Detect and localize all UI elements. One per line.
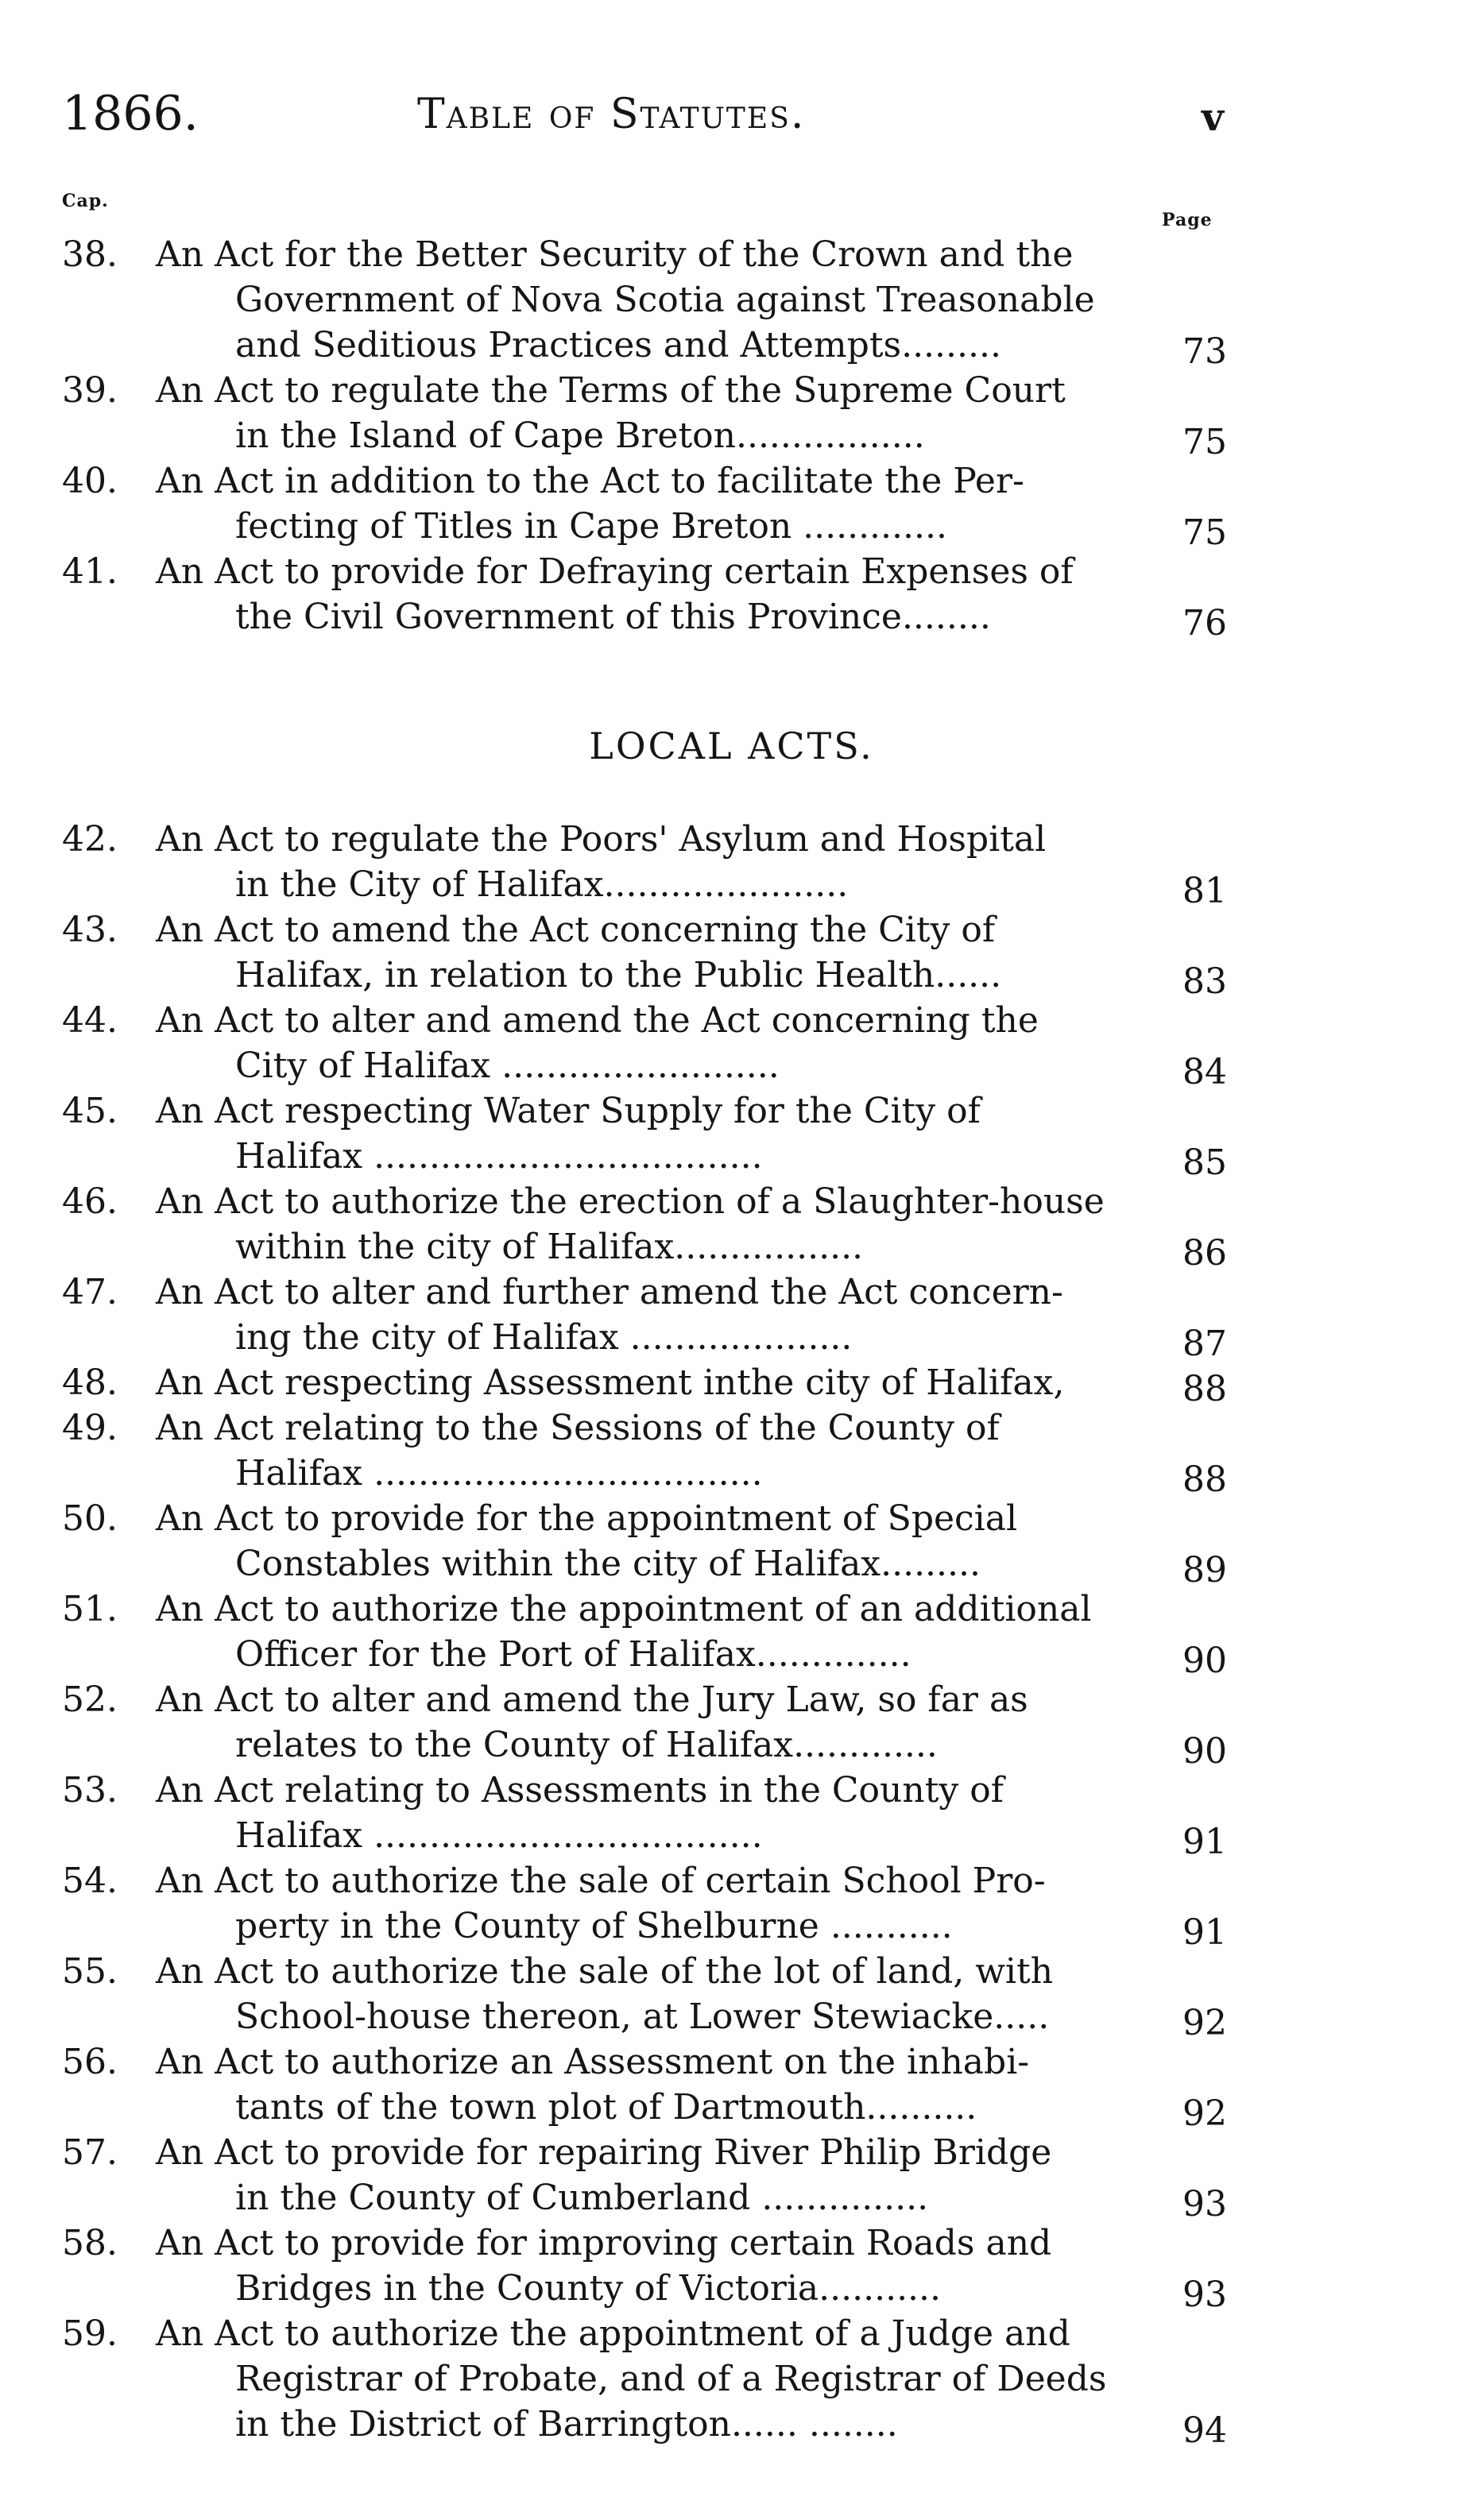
statute-entry — [0, 1360, 1463, 1409]
statute-title-line: An Act to authorize the erection of a Slaughter-house — [156, 1181, 1105, 1222]
statute-title-line: An Act to authorize the appointment of a Judge and — [156, 2313, 1070, 2354]
header-year: 1866. — [62, 86, 199, 141]
statute-title-line: An Act relating to the Sessions of the County of — [156, 1408, 1000, 1448]
chapter-number: 38. — [62, 234, 118, 275]
statute-page-number: 89 — [1182, 1550, 1227, 1590]
statute-entry — [0, 2311, 1463, 2451]
chapter-number: 39. — [62, 370, 118, 411]
statute-title-line: the Civil Government of this Province........ — [235, 597, 991, 637]
statute-page-number: 85 — [1182, 1142, 1227, 1183]
chapter-number: 57. — [62, 2132, 118, 2173]
statute-title-line: tants of the town plot of Dartmouth.......... — [235, 2087, 977, 2128]
statute-title-line: Halifax, in relation to the Public Health...... — [235, 955, 1002, 995]
page-number: v — [1202, 95, 1224, 140]
statute-page-number: 81 — [1182, 871, 1227, 911]
statute-page-number: 91 — [1182, 1822, 1227, 1862]
chapter-number: 54. — [62, 1861, 118, 1901]
statute-title-line: Registrar of Probate, and of a Registrar of Deeds — [235, 2359, 1107, 2399]
chapter-number: 47. — [62, 1272, 118, 1312]
statute-page-number: 92 — [1182, 2003, 1227, 2043]
statute-entry — [0, 907, 1463, 1002]
chapter-number: 40. — [62, 461, 118, 501]
chapter-number: 50. — [62, 1498, 118, 1539]
statute-page-number: 90 — [1182, 1641, 1227, 1681]
statute-title-line: Halifax ................................... — [235, 1136, 763, 1177]
statute-entry — [0, 1405, 1463, 1500]
statute-title-line: in the City of Halifax...................... — [235, 864, 849, 905]
statute-entry — [0, 1677, 1463, 1772]
statute-page-number: 73 — [1182, 331, 1227, 372]
column-header-cap: Cap. — [62, 191, 109, 211]
statute-page-number: 88 — [1182, 1369, 1227, 1409]
statute-entry — [0, 1768, 1463, 1862]
statute-entry — [0, 1270, 1463, 1364]
statute-title-line: An Act to provide for the appointment of Special — [156, 1498, 1018, 1539]
statute-entry — [0, 549, 1463, 644]
statute-title-line: relates to the County of Halifax............. — [235, 1725, 938, 1765]
statute-title-line: An Act to alter and amend the Jury Law, so far as — [156, 1679, 1028, 1720]
statute-page-number: 84 — [1182, 1052, 1227, 1092]
statute-title-line: perty in the County of Shelburne ........... — [235, 1906, 953, 1946]
statute-entry — [0, 1858, 1463, 1953]
statute-title-line: Halifax ................................... — [235, 1815, 763, 1856]
statute-page-number: 76 — [1182, 603, 1227, 644]
statute-title-line: fecting of Titles in Cape Breton ............. — [235, 506, 947, 547]
statute-title-line: in the Island of Cape Breton................. — [235, 415, 925, 456]
statute-title-line: An Act to provide for improving certain Roads and — [156, 2223, 1052, 2263]
statute-entry — [0, 2039, 1463, 2134]
local-acts-heading: LOCAL ACTS. — [589, 725, 874, 767]
statute-entry — [0, 2220, 1463, 2315]
statute-title-line: in the District of Barrington...... ........ — [235, 2404, 898, 2445]
statute-page-number: 92 — [1182, 2093, 1227, 2134]
statute-entry — [0, 1949, 1463, 2043]
statute-title-line: An Act respecting Water Supply for the City of — [156, 1091, 981, 1131]
statute-title-line: An Act for the Better Security of the Crown and the — [156, 234, 1074, 275]
statute-title-line: An Act to amend the Act concerning the City of — [156, 910, 996, 950]
statute-title-line: City of Halifax ......................... — [235, 1045, 780, 1086]
statute-title-line: in the County of Cumberland ............... — [235, 2178, 929, 2218]
chapter-number: 55. — [62, 1951, 118, 1992]
statute-page-number: 75 — [1182, 512, 1227, 553]
statute-title-line: An Act in addition to the Act to facilitate the Per- — [156, 461, 1024, 501]
statute-entry — [0, 368, 1463, 462]
chapter-number: 44. — [62, 1000, 118, 1041]
statute-title-line: An Act respecting Assessment inthe city of Halifax, — [156, 1362, 1065, 1403]
chapter-number: 59. — [62, 2313, 118, 2354]
chapter-number: 56. — [62, 2042, 118, 2082]
statute-title-line: An Act to authorize the sale of certain School Pro- — [156, 1861, 1046, 1901]
chapter-number: 49. — [62, 1408, 118, 1448]
statute-title-line: An Act to regulate the Terms of the Supreme Court — [156, 370, 1066, 411]
column-header-page: Page — [1162, 210, 1213, 230]
statute-entry — [0, 1088, 1463, 1183]
statute-title-line: An Act to regulate the Poors' Asylum and Hospital — [156, 819, 1047, 860]
chapter-number: 45. — [62, 1091, 118, 1131]
statute-title-line: Bridges in the County of Victoria........... — [235, 2268, 942, 2309]
statute-page-number: 88 — [1182, 1459, 1227, 1500]
statute-title-line: An Act to provide for repairing River Philip Bridge — [156, 2132, 1052, 2173]
statute-page-number: 83 — [1182, 961, 1227, 1002]
statute-page-number: 86 — [1182, 1233, 1227, 1274]
statute-title-line: within the city of Halifax................. — [235, 1227, 864, 1267]
statute-entry — [0, 2130, 1463, 2224]
statute-title-line: An Act to authorize an Assessment on the inhabi- — [156, 2042, 1030, 2082]
statute-page-number: 91 — [1182, 1912, 1227, 1953]
statute-title-line: ing the city of Halifax .................... — [235, 1317, 853, 1358]
statute-entry — [0, 998, 1463, 1092]
chapter-number: 41. — [62, 551, 118, 592]
statute-title-line: An Act to authorize the sale of the lot of land, with — [156, 1951, 1054, 1992]
statute-entry — [0, 458, 1463, 553]
statute-page-number: 93 — [1182, 2275, 1227, 2315]
statute-title-line: Constables within the city of Halifax......... — [235, 1544, 981, 1584]
statute-page-number: 75 — [1182, 422, 1227, 462]
chapter-number: 53. — [62, 1770, 118, 1811]
chapter-number: 48. — [62, 1362, 118, 1403]
statute-entry — [0, 232, 1463, 372]
chapter-number: 43. — [62, 910, 118, 950]
chapter-number: 58. — [62, 2223, 118, 2263]
statute-entry — [0, 1587, 1463, 1681]
statute-title-line: An Act to alter and amend the Act concerning the — [156, 1000, 1039, 1041]
statute-title-line: Officer for the Port of Halifax.............. — [235, 1634, 911, 1675]
statute-page-number: 93 — [1182, 2184, 1227, 2224]
statute-title-line: and Seditious Practices and Attempts......... — [235, 325, 1001, 365]
statute-entry — [0, 817, 1463, 911]
statute-title-line: School-house thereon, at Lower Stewiacke..... — [235, 1996, 1050, 2037]
statute-title-line: An Act to alter and further amend the Act concern- — [156, 1272, 1063, 1312]
statute-title-line: An Act to authorize the appointment of an additional — [156, 1589, 1092, 1629]
statute-title-line: An Act relating to Assessments in the County of — [156, 1770, 1004, 1811]
statute-page-number: 87 — [1182, 1324, 1227, 1364]
statute-entry — [0, 1496, 1463, 1590]
page-title: Table of Statutes. — [417, 91, 806, 138]
chapter-number: 46. — [62, 1181, 118, 1222]
statute-title-line: An Act to provide for Defraying certain Expenses of — [156, 551, 1074, 592]
statute-title-line: Government of Nova Scotia against Treasonable — [235, 280, 1095, 320]
statute-page-number: 94 — [1182, 2410, 1227, 2451]
statute-entry — [0, 1179, 1463, 1274]
chapter-number: 52. — [62, 1679, 118, 1720]
statute-page-number: 90 — [1182, 1731, 1227, 1772]
chapter-number: 51. — [62, 1589, 118, 1629]
statute-title-line: Halifax ................................... — [235, 1453, 763, 1494]
chapter-number: 42. — [62, 819, 118, 860]
